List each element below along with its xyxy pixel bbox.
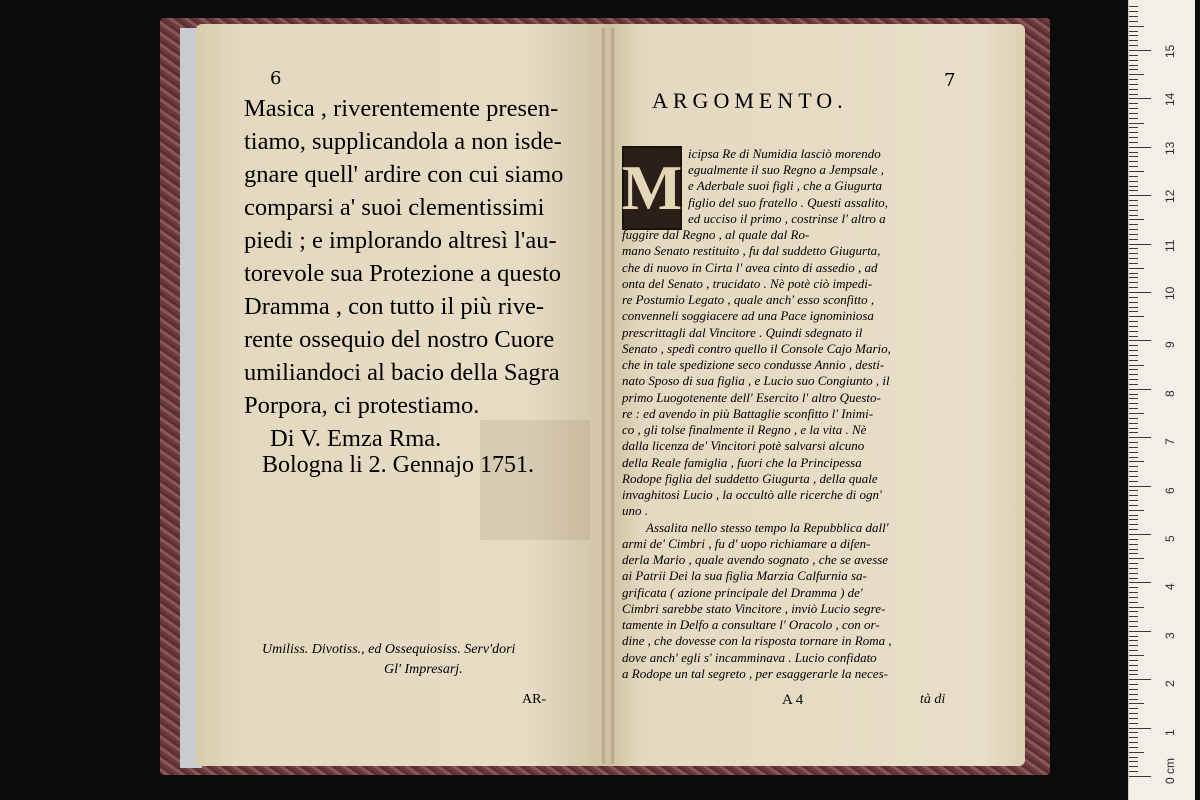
ruler-tick — [1129, 602, 1138, 603]
ruler-tick — [1129, 694, 1138, 695]
ruler-tick — [1129, 345, 1138, 346]
dedication-line: piedi ; e implorando altresì l'au- — [244, 227, 557, 254]
argument-line: dove anch' egli s' incamminava . Lucio confidato — [622, 649, 877, 665]
ruler-tick — [1129, 384, 1138, 385]
ruler-tick — [1129, 55, 1138, 56]
argument-line: mano Senato restituito , fu dal suddetto Giugurta, — [622, 243, 881, 259]
ruler-tick — [1129, 84, 1138, 85]
argument-line: dine , che dovesse con la risposta tornare in Roma , — [622, 633, 892, 649]
ruler-label: 12 — [1163, 189, 1177, 204]
ruler-tick — [1129, 660, 1138, 661]
ruler-tick — [1129, 287, 1138, 288]
ruler-tick — [1129, 40, 1138, 41]
ruler-tick — [1129, 113, 1138, 114]
ruler-label: 9 — [1163, 341, 1177, 349]
ruler-tick — [1129, 108, 1138, 109]
ruler-tick — [1129, 89, 1138, 90]
argument-line: che in tale spedizione seco condusse Annio , desti- — [622, 357, 885, 373]
ruler-tick — [1129, 539, 1138, 540]
ruler-tick — [1129, 292, 1151, 293]
signature-mark: A 4 — [782, 692, 804, 708]
ruler-tick — [1129, 307, 1138, 308]
argument-line: fuggire dal Regno , al quale dal Ro- — [622, 227, 810, 243]
ruler-tick — [1129, 277, 1138, 278]
signature-line: Gl' Impresarj. — [384, 662, 463, 677]
ruler-tick — [1129, 152, 1138, 153]
ruler-tick — [1129, 142, 1138, 143]
ruler-tick — [1129, 645, 1138, 646]
ruler-tick — [1129, 316, 1144, 317]
argument-line: Rodope figlia del suddetto Giugurta , della quale — [622, 470, 878, 486]
ruler-tick — [1129, 650, 1138, 651]
ruler-tick — [1129, 60, 1138, 61]
ruler-tick — [1129, 723, 1138, 724]
argument-line: dalla licenza de' Vincitori potè salvarsi alcuno — [622, 438, 865, 454]
ruler-label: 3 — [1163, 632, 1177, 639]
ruler-tick — [1129, 573, 1138, 574]
ruler-tick — [1129, 679, 1151, 680]
ruler-tick — [1129, 156, 1138, 157]
ruler-tick — [1129, 6, 1138, 7]
ruler-label: 14 — [1163, 93, 1177, 107]
ruler-tick — [1129, 190, 1138, 191]
ruler-tick — [1129, 413, 1144, 414]
ruler-tick — [1129, 79, 1138, 80]
ruler-tick — [1129, 123, 1144, 124]
dedication-line: Porpora, ci protestiamo. — [244, 392, 480, 419]
ruler-tick — [1129, 171, 1144, 172]
argument-line: convenneli soggiacere ad una Pace ignominiosa — [622, 308, 874, 324]
ruler-tick — [1129, 69, 1138, 70]
ruler-tick — [1129, 297, 1138, 298]
gutter-fold — [602, 28, 614, 764]
ruler-tick — [1129, 374, 1138, 375]
argument-line: e Aderbale suoi figli , che a Giugurta — [688, 178, 883, 194]
ruler-tick — [1129, 515, 1138, 516]
ruler-tick — [1129, 766, 1138, 767]
argument-line: onta del Senato , trucidato . Nè potè ciò impedi- — [622, 275, 873, 291]
dedication-line: Di V. Emza Rma. — [270, 425, 442, 452]
ruler-tick — [1129, 699, 1138, 700]
argument-line: re : ed avendo in più Battaglie sconfitto l' Inimi- — [622, 405, 874, 421]
ruler-tick — [1129, 447, 1138, 448]
ruler-tick — [1129, 640, 1138, 641]
ruler-tick — [1129, 31, 1138, 32]
ruler-tick — [1129, 166, 1138, 167]
ruler-tick — [1129, 147, 1151, 148]
ruler-label: 15 — [1163, 44, 1177, 58]
ruler-tick — [1129, 350, 1138, 351]
ruler-tick — [1129, 461, 1144, 462]
ruler-tick — [1129, 35, 1138, 36]
ruler-tick — [1129, 597, 1138, 598]
ruler-tick — [1129, 505, 1138, 506]
argument-line: derla Mario , quale avendo sognato , che se avesse — [622, 552, 889, 568]
ruler-tick — [1129, 437, 1151, 438]
argument-line: Cimbri sarebbe stato Vincitore , inviò Lucio segre- — [622, 600, 886, 616]
argument-line: che di nuovo in Cirta l' avea cinto di assedio , ad — [622, 259, 878, 275]
dedication-line: tiamo, supplicandola a non isde- — [244, 128, 562, 155]
ruler-tick — [1129, 655, 1144, 656]
ruler-tick — [1129, 394, 1138, 395]
ruler-tick — [1129, 737, 1138, 738]
ruler-label: 4 — [1163, 583, 1177, 591]
ruler-tick — [1129, 626, 1138, 627]
ruler-tick — [1129, 519, 1138, 520]
ruler-tick — [1129, 752, 1144, 753]
dedication-line: gnare quell' ardire con cui siamo — [244, 161, 564, 188]
ruler-tick — [1129, 176, 1138, 177]
ruler-tick — [1129, 568, 1138, 569]
ruler-tick — [1129, 263, 1138, 264]
ruler-tick — [1129, 534, 1151, 535]
ruler-tick — [1129, 718, 1138, 719]
ruler-tick — [1129, 544, 1138, 545]
ruler-tick — [1129, 771, 1138, 772]
ruler-tick — [1129, 490, 1138, 491]
ruler-tick — [1129, 761, 1138, 762]
ruler-tick — [1129, 365, 1144, 366]
ruler-tick — [1129, 98, 1151, 99]
ruler-tick — [1129, 500, 1138, 501]
ruler-tick — [1129, 224, 1138, 225]
ruler-tick — [1129, 495, 1138, 496]
ruler-tick — [1129, 127, 1138, 128]
ruler-tick — [1129, 592, 1138, 593]
ruler-tick — [1129, 331, 1138, 332]
right-catchword: tà di — [920, 692, 946, 707]
argument-line: nato Sposo di sua figlia , e Lucio suo Congiunto , il — [622, 373, 890, 389]
ruler-label: 5 — [1163, 535, 1177, 542]
argument-line: icipsa Re di Numidia lasciò morendo — [688, 146, 881, 161]
ruler-tick — [1129, 355, 1138, 356]
ruler-tick — [1129, 636, 1138, 637]
ruler-tick — [1129, 423, 1138, 424]
ruler-tick — [1129, 50, 1151, 51]
argomento-title: ARGOMENTO. — [652, 88, 848, 113]
ruler-tick — [1129, 321, 1138, 322]
ruler-tick — [1129, 708, 1138, 709]
ruler-tick — [1129, 219, 1144, 220]
ruler-tick — [1129, 728, 1151, 729]
ruler-tick — [1129, 205, 1138, 206]
ruler-tick — [1129, 398, 1138, 399]
argument-line: armi de' Cimbri , fu d' uopo richiamare a difen- — [622, 535, 871, 551]
ruler-tick — [1129, 631, 1151, 632]
ruler-tick — [1129, 389, 1151, 390]
ruler-tick — [1129, 336, 1138, 337]
ruler-tick — [1129, 616, 1138, 617]
ruler-label: 2 — [1163, 680, 1177, 688]
left-page-number: 6 — [270, 68, 282, 89]
ruler-tick — [1129, 553, 1138, 554]
ruler-tick — [1129, 210, 1138, 211]
ruler-label: 10 — [1163, 286, 1177, 300]
dedication-text — [244, 92, 600, 455]
ruler-tick — [1129, 742, 1138, 743]
ruler-tick — [1129, 273, 1138, 274]
ruler-tick — [1129, 234, 1138, 235]
ruler-tick — [1129, 369, 1138, 370]
ruler-tick — [1129, 747, 1138, 748]
ruler-tick — [1129, 432, 1138, 433]
argument-line: grificata ( azione principale del Dramma ) de' — [622, 584, 863, 600]
signature-line: Umiliss. Divotiss., ed Ossequiosiss. Serv'dori — [262, 642, 516, 657]
measuring-ruler — [1128, 0, 1195, 800]
ruler-tick — [1129, 302, 1138, 303]
ornamental-drop-cap — [622, 146, 682, 230]
dedication-line: Masica , riverentemente presen- — [244, 95, 559, 122]
ruler-tick — [1129, 689, 1138, 690]
argument-line: ai Patrii Dei la sua figlia Marzia Calfurnia sa- — [622, 568, 867, 584]
ruler-tick — [1129, 229, 1138, 230]
argument-line: figlio del suo fratello . Questi assalito, — [688, 194, 889, 210]
ruler-tick — [1129, 486, 1151, 487]
ruler-tick — [1129, 311, 1138, 312]
ruler-tick — [1129, 674, 1138, 675]
ruler-tick — [1129, 408, 1138, 409]
ruler-tick — [1129, 379, 1138, 380]
ruler-tick — [1129, 248, 1138, 249]
ruler-tick — [1129, 481, 1138, 482]
ruler-tick — [1129, 466, 1138, 467]
ruler-tick — [1129, 563, 1138, 564]
ruler-tick — [1129, 582, 1151, 583]
ruler-tick — [1129, 670, 1138, 671]
ruler-tick — [1129, 186, 1138, 187]
ruler-tick — [1129, 452, 1138, 453]
right-page-number: 7 — [944, 70, 956, 91]
argument-line: della Reale famiglia , fuori che la Principessa — [622, 454, 862, 470]
signature-block — [262, 640, 515, 680]
ruler-tick — [1129, 403, 1138, 404]
ruler-tick — [1129, 587, 1138, 588]
dedication-line: rente ossequio del nostro Cuore — [244, 326, 555, 353]
ruler-tick — [1129, 181, 1138, 182]
ruler-tick — [1129, 428, 1138, 429]
ruler-tick — [1129, 510, 1144, 511]
ruler-tick — [1129, 282, 1138, 283]
ruler-tick — [1129, 215, 1138, 216]
ruler-tick — [1129, 200, 1138, 201]
ruler-tick — [1129, 16, 1138, 17]
ruler-tick — [1129, 258, 1138, 259]
argument-line: Senato , spedì contro quello il Console Cajo Mario, — [622, 340, 891, 356]
dedication-line: Dramma , con tutto il più rive- — [244, 293, 545, 320]
ruler-tick — [1129, 340, 1151, 341]
ruler-tick — [1129, 11, 1138, 12]
argument-line: co , gli tolse finalmente il Regno , e la vita . Nè — [622, 422, 867, 438]
ruler-tick — [1129, 611, 1138, 612]
ruler-tick — [1129, 524, 1138, 525]
ruler-tick — [1129, 442, 1138, 443]
ruler-tick — [1129, 65, 1138, 66]
ruler-tick — [1129, 137, 1138, 138]
ruler-label: 0 cm — [1163, 757, 1177, 784]
ruler-tick — [1129, 684, 1138, 685]
left-catchword: AR- — [522, 692, 547, 707]
ruler-tick — [1129, 549, 1138, 550]
ruler-tick — [1129, 195, 1151, 196]
ruler-label: 1 — [1163, 728, 1177, 736]
ruler-tick — [1129, 268, 1144, 269]
ruler-tick — [1129, 253, 1138, 254]
ruler-tick — [1129, 757, 1138, 758]
argument-line: uno . — [622, 503, 648, 519]
ruler-label: 8 — [1163, 390, 1177, 397]
ruler-tick — [1129, 45, 1138, 46]
ruler-tick — [1129, 703, 1144, 704]
ruler-tick — [1129, 94, 1138, 95]
ruler-tick — [1129, 74, 1144, 75]
ruler-tick — [1129, 457, 1138, 458]
ruler-tick — [1129, 161, 1138, 162]
ruler-label: 6 — [1163, 486, 1177, 494]
ruler-tick — [1129, 360, 1138, 361]
ruler-tick — [1129, 776, 1151, 777]
argument-line: primo Luogotenente dell' Esercito l' altro Questo- — [622, 389, 881, 405]
ruler-tick — [1129, 418, 1138, 419]
argument-line: tamente in Delfo a consultare l' Oracolo , con or- — [622, 617, 880, 633]
ruler-label: 11 — [1163, 239, 1177, 252]
ruler-tick — [1129, 558, 1144, 559]
ruler-tick — [1129, 607, 1144, 608]
ruler-tick — [1129, 476, 1138, 477]
ruler-label: 13 — [1163, 141, 1177, 155]
argument-line: re Postumio Legato , quale anch' esso sconfitto , — [622, 292, 875, 308]
date-line: Bologna li 2. Gennajo 1751. — [262, 452, 534, 478]
ruler-tick — [1129, 732, 1138, 733]
ruler-tick — [1129, 326, 1138, 327]
dedication-line: torevole sua Protezione a questo — [244, 260, 562, 287]
ruler-tick — [1129, 21, 1138, 22]
argument-line: egualmente il suo Regno a Jempsale , — [688, 162, 885, 178]
ruler-tick — [1129, 471, 1138, 472]
ruler-tick — [1129, 529, 1138, 530]
ruler-tick — [1129, 621, 1138, 622]
argument-line: a Rodope un tal segreto , per esaggerarle la neces- — [622, 665, 888, 681]
ruler-tick — [1129, 665, 1138, 666]
ruler-tick — [1129, 239, 1138, 240]
drop-cap-letter: M — [621, 152, 683, 223]
ruler-tick — [1129, 103, 1138, 104]
ruler-tick — [1129, 244, 1151, 245]
ruler-tick — [1129, 713, 1138, 714]
dedication-line: umiliandoci al bacio della Sagra — [244, 359, 560, 386]
ruler-tick — [1129, 118, 1138, 119]
argument-line: invaghitosi Lucio , la occultò alle ricerche di ogn' — [622, 487, 882, 503]
dedication-line: comparsi a' suoi clementissimi — [244, 194, 545, 221]
ruler-label: 7 — [1163, 438, 1177, 446]
ruler-tick — [1129, 26, 1144, 27]
argument-line: Assalita nello stesso tempo la Repubblica dall' — [646, 519, 889, 535]
ruler-tick — [1129, 132, 1138, 133]
ruler-tick — [1129, 578, 1138, 579]
argument-line: ed ucciso il primo , costrinse l' altro a — [688, 210, 886, 226]
argument-line: prescrittagli dal Vincitore . Quindi sdegnato il — [622, 324, 863, 340]
